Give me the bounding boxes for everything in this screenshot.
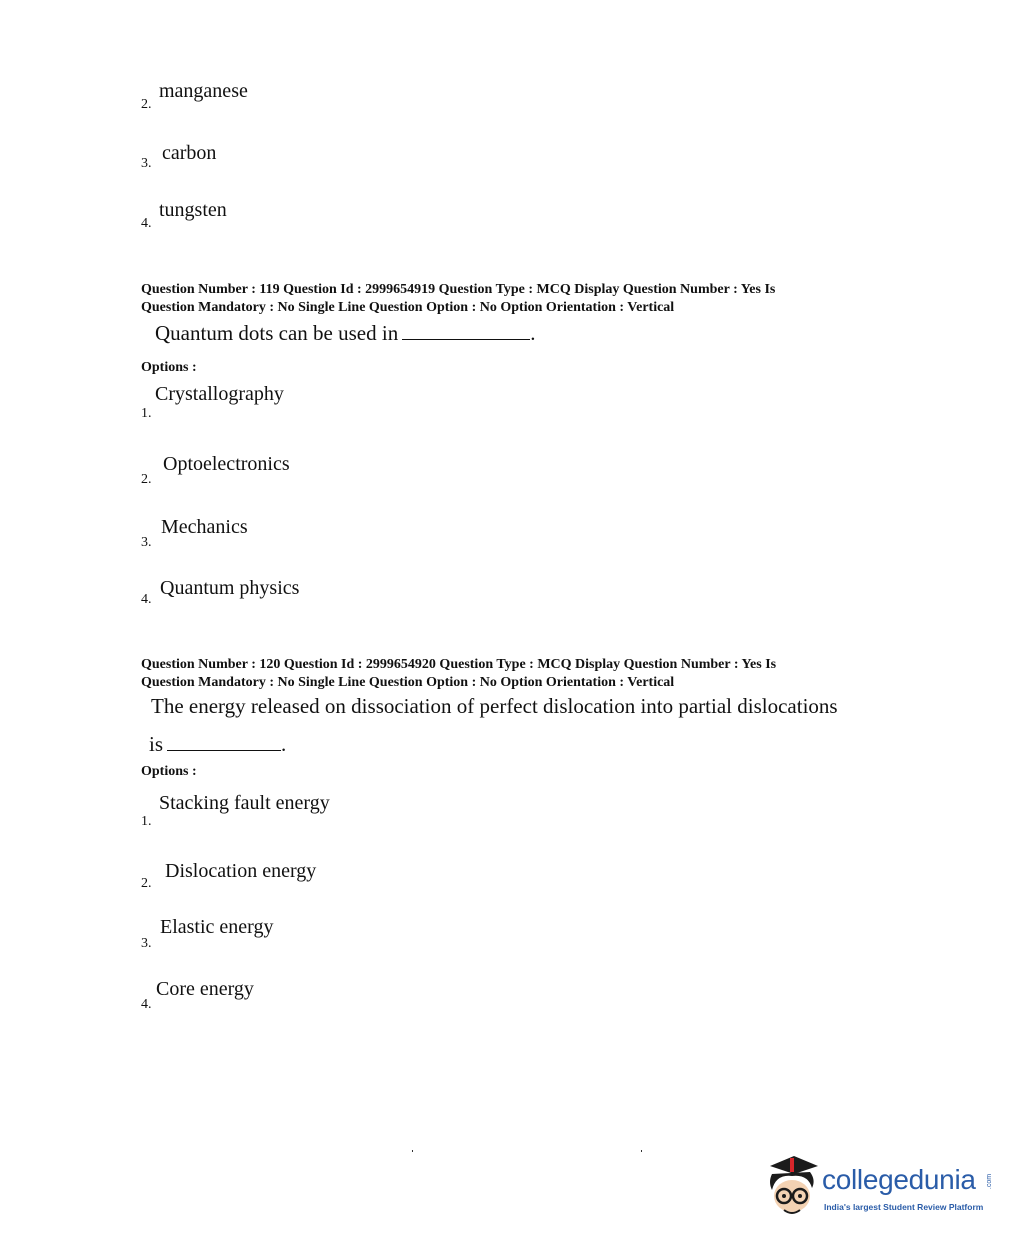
logo-wordmark: collegedunia: [822, 1164, 976, 1195]
answer-blank: [167, 750, 281, 751]
question-text: is: [149, 732, 164, 756]
question-text-end: .: [530, 321, 536, 345]
option-number: 3.: [141, 936, 152, 951]
question-120-text-line2: [149, 732, 286, 757]
question-120-meta: [141, 656, 776, 692]
logo-suffix: .com: [986, 1173, 994, 1190]
collegedunia-logo[interactable]: [762, 1152, 994, 1222]
scan-mark: [641, 1150, 642, 1152]
options-label: Options :: [141, 360, 197, 375]
option-text[interactable]: Elastic energy: [160, 916, 274, 938]
option-text[interactable]: Mechanics: [161, 516, 248, 538]
option-number: 3.: [141, 535, 152, 550]
option-text[interactable]: Stacking fault energy: [159, 792, 330, 814]
question-text-end: .: [281, 732, 287, 756]
option-number: 1.: [141, 814, 152, 829]
option-number: 2.: [141, 97, 152, 112]
question-119-text: [155, 321, 535, 346]
option-text[interactable]: Core energy: [156, 978, 254, 1000]
question-meta-line: Question Mandatory : No Single Line Question Option : No Option Orientation : Vertical: [141, 300, 675, 315]
option-number: 3.: [141, 156, 152, 171]
answer-blank: [402, 339, 530, 340]
question-meta-line: Question Mandatory : No Single Line Question Option : No Option Orientation : Vertical: [141, 675, 675, 690]
option-number: 2.: [141, 472, 152, 487]
option-text[interactable]: carbon: [162, 142, 217, 164]
option-text[interactable]: Dislocation energy: [165, 860, 317, 882]
scan-mark: [412, 1150, 413, 1152]
question-119-meta: [141, 281, 775, 317]
option-number: 4.: [141, 216, 152, 231]
option-text[interactable]: manganese: [159, 80, 248, 102]
option-number: 1.: [141, 406, 152, 421]
logo-tagline: India's largest Student Review Platform: [824, 1202, 984, 1212]
mascot-icon: [762, 1152, 822, 1222]
question-120-text-line1: The energy released on dissociation of perfect dislocation into partial dislocations: [151, 694, 838, 718]
option-number: 4.: [141, 997, 152, 1012]
option-number: 2.: [141, 876, 152, 891]
option-number: 4.: [141, 592, 152, 607]
option-text[interactable]: Quantum physics: [160, 577, 300, 599]
question-text: Quantum dots can be used in: [155, 321, 399, 345]
question-meta-line: Question Number : 119 Question Id : 2999654919 Question Type : MCQ Display Question Number : Yes Is: [141, 282, 776, 297]
option-text[interactable]: Crystallography: [155, 383, 284, 405]
question-meta-line: Question Number : 120 Question Id : 2999654920 Question Type : MCQ Display Question Number : Yes Is: [141, 657, 777, 672]
options-label: Options :: [141, 764, 197, 779]
option-text[interactable]: tungsten: [159, 199, 227, 221]
option-text[interactable]: Optoelectronics: [163, 453, 290, 475]
